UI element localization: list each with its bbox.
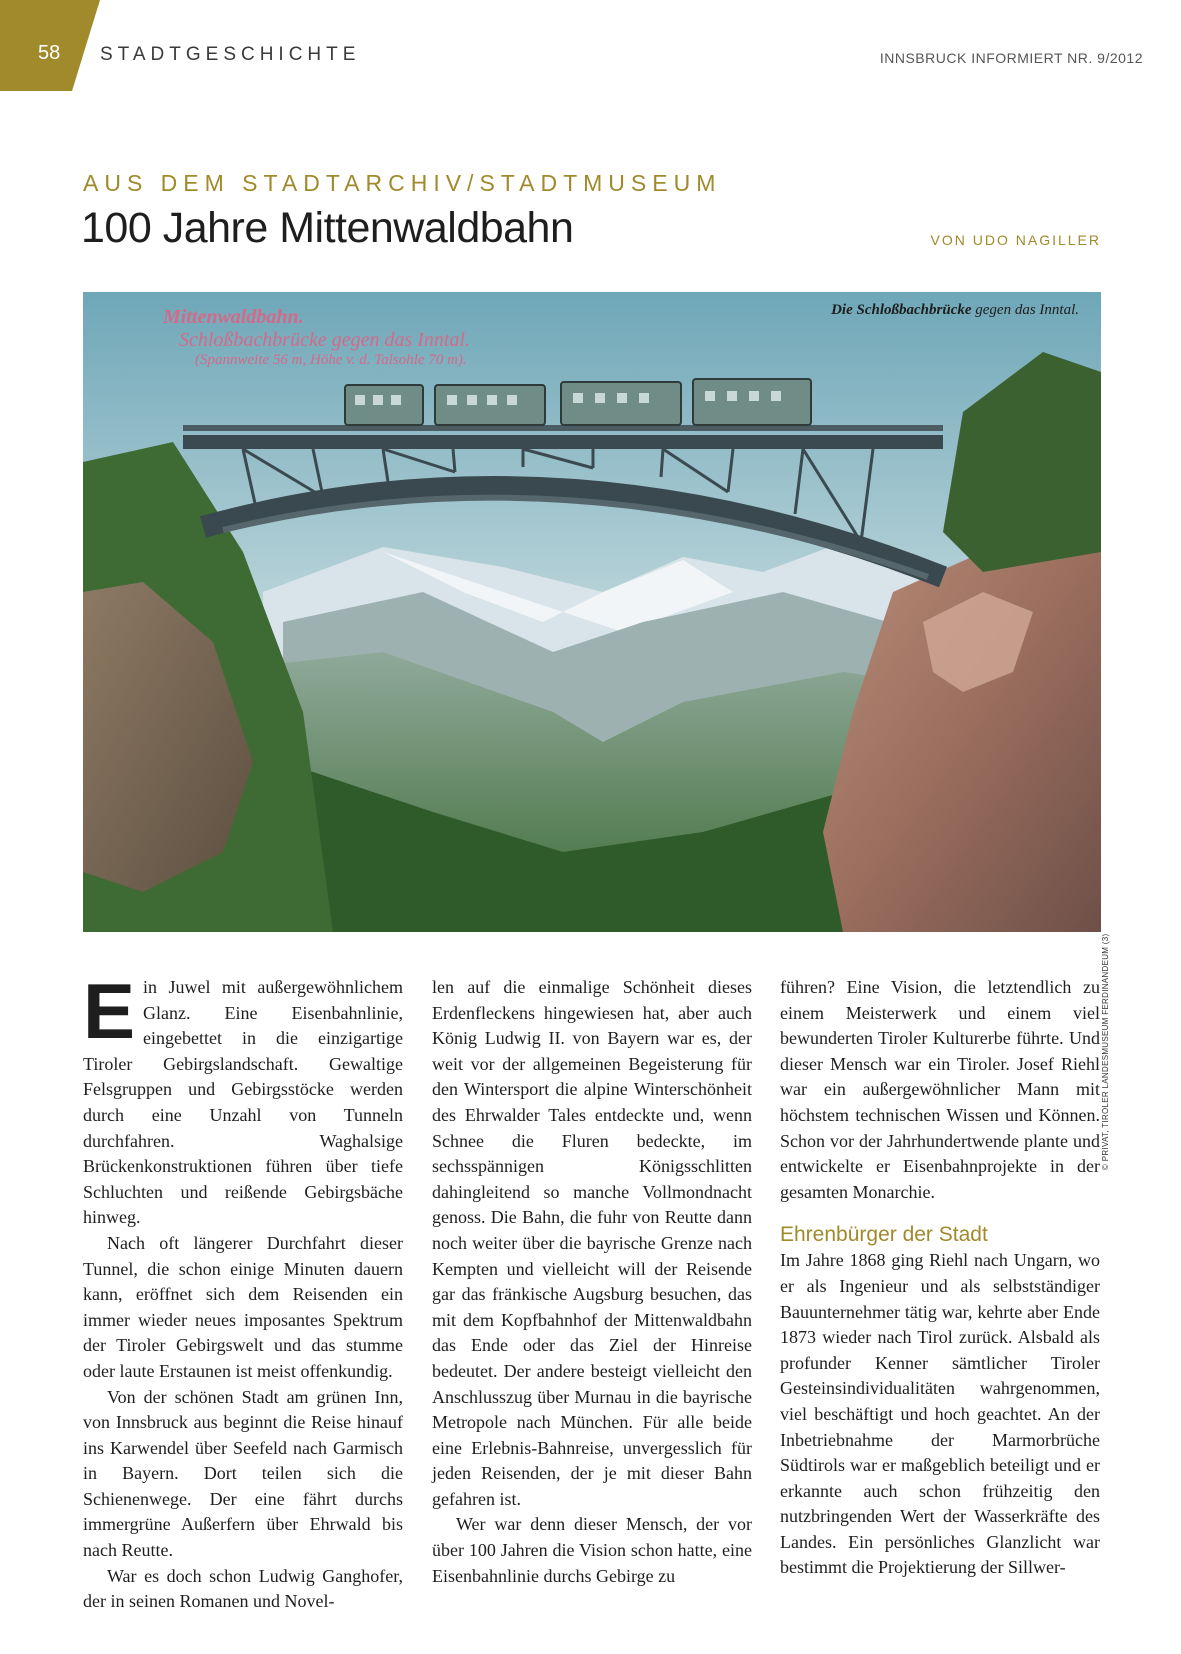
subheading: Ehrenbürger der Stadt (780, 1223, 988, 1247)
postcard-line-1: Mittenwaldbahn. (163, 306, 304, 328)
photo-credit-text: © PRIVAT, TIROLER LANDESMUSEUM FERDINANDEUM (3) (1101, 933, 1110, 1170)
train-car-3 (561, 382, 681, 425)
paragraph: Wer war denn dieser Mensch, der vor über 100 Jahren die Vision schon hatte, eine Eisenbahnlinie durchs Gebirge zu (432, 1514, 752, 1586)
paragraph: Von der schönen Stadt am grünen Inn, von Innsbruck aus beginnt die Reise hinauf ins Karwendel über Seefeld nach Garmisch in Bayern. Dort teilen sich die Schienenwege. Der eine fährt durchs immergrüne Außerfern über Ehrwald bis nach Reutte. (83, 1386, 403, 1561)
section-label: STADTGESCHICHTE (100, 44, 361, 65)
body-column-2 (432, 975, 752, 1589)
body-column-1 (83, 967, 403, 1615)
paragraph: War es doch schon Ludwig Ganghofer, der in seinen Romanen und Novel- (83, 1565, 403, 1612)
photo-caption-rest: gegen das Inntal. (971, 302, 1079, 318)
postcard-line-2: Schloßbachbrücke gegen das Inntal. (179, 329, 471, 351)
bridge-photo (83, 292, 1101, 932)
paragraph: Nach oft längerer Durchfahrt dieser Tunnel, die schon einige Minuten dauern kann, eröffnet sich dem Reisenden ein immer wieder neues imposantes Spektrum der Tiroler Gebirgswelt und das stumme oder laute Erstaunen ist meist offenkundig. (83, 1232, 403, 1381)
article-title: 100 Jahre Mittenwaldbahn (81, 204, 574, 252)
photo-credit (1101, 933, 1117, 1170)
article-author: VON UDO NAGILLER (930, 232, 1101, 248)
article-kicker: AUS DEM STADTARCHIV/STADTMUSEUM (83, 170, 722, 196)
bridge-deck (183, 435, 943, 449)
body-column-3 (780, 975, 1100, 1581)
photo-caption-bold: Die Schloßbachbrücke (831, 302, 972, 318)
postcard-inscription (163, 306, 633, 369)
paragraph: führen? Eine Vision, die letztendlich zu einem Meisterwerk und einem viel bewunderten Tiroler Kulturerbe führte. Und dieser Mensch war ein Tiroler. Josef Riehl war ein außergewöhnlicher Mann mit höchstem technischen Wissen und Können. Schon vor der Jahrhundertwende plante und entwickelte er Eisenbahnprojekte in der gesamten Monarchie. (780, 977, 1100, 1202)
paragraph: in Juwel mit außergewöhnlichem Glanz. Eine Eisenbahnlinie, eingebettet in die einzigartige Tiroler Gebirgslandschaft. Gewaltige Felsgruppen und Gebirgsstöcke werden durch eine Unzahl von Tunneln durchfahren. Waghalsige Brückenkonstruktionen führen über tiefe Schluchten und reißende Gebirgsbäche hinweg. (83, 977, 403, 1228)
bridge-illustration (83, 292, 1101, 932)
postcard-line-3: (Spannweite 56 m, Höhe v. d. Talsohle 70 m). (195, 352, 467, 368)
page-number: 58 (38, 42, 61, 64)
train-car-4 (693, 379, 811, 425)
paragraph: len auf die einmalige Schönheit dieses Erdenfleckens hingewiesen hat, aber auch König Ludwig II. von Bayern war es, der weit vor der allgemeinen Begeisterung für den Wintersport die alpine Winterschönheit des Ehrwalder Tales entdeckte und, wenn Schnee die Fluren bedeckte, im sechsspännigen Königsschlitten dahingleitend so manche Vollmondnacht genoss. Die Bahn, die fuhr von Reutte dann noch weiter über die bayrische Grenze nach Kempten und vielleicht will der Reisende gar das fränkische Augsburg besuchen, das mit dem Kopfbahnhof der Mittenwaldbahn das Ende oder das Ziel der Hinreise bedeutet. Der andere besteigt vielleicht den Anschlusszug über Murnau in die bayrische Metropole nach München. Für alle beide eine Erlebnis-Bahnreise, unvergesslich für jeden Reisenden, der je mit dieser Bahn gefahren ist. (432, 977, 752, 1509)
paragraph: Im Jahre 1868 ging Riehl nach Ungarn, wo er als Ingenieur und als selbstständiger Bauunternehmer tätig war, kehrte aber Ende 1873 wieder nach Tirol zurück. Alsbald als profunder Kenner sämtlicher Tiroler Gesteinsindividualitäten wahrgenommen, viel beschäftigt und hoch geachtet. An der Inbetriebnahme der Marmorbrüche Südtirols war er maßgeblich beteiligt und er erkannte auch schon frühzeitig den nutzbringenden Wert der Wasserkräfte des Landes. Ein persönliches Glanzlicht war bestimmt die Projektierung der Sillwer- (780, 1250, 1100, 1578)
photo-caption (831, 302, 1079, 319)
issue-label: INNSBRUCK INFORMIERT NR. 9/2012 (879, 50, 1143, 66)
drop-cap: E (83, 967, 136, 1055)
